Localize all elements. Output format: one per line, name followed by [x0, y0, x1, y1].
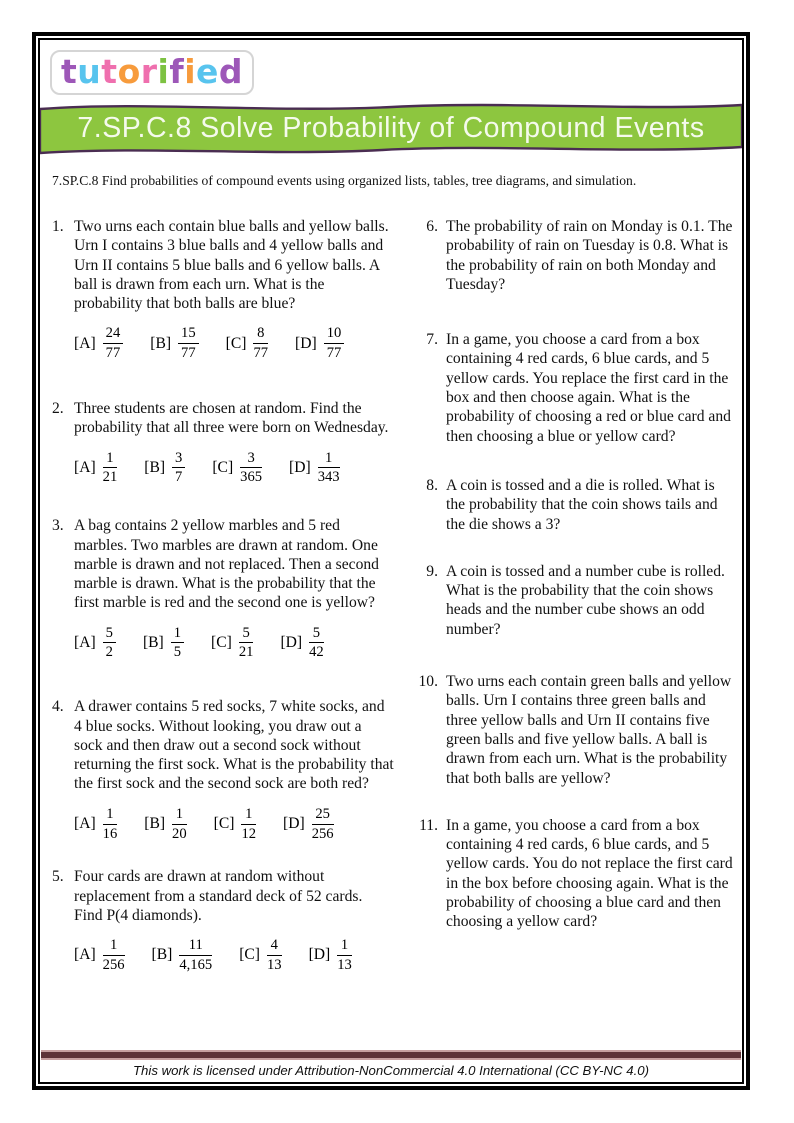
- choice-label: [D]: [283, 815, 305, 833]
- choice-fraction: [103, 325, 124, 362]
- question-2: [52, 399, 394, 486]
- question-4: [52, 697, 394, 842]
- question-text: A coin is tossed and a die is rolled. What is the probability that the coin shows tails and the die shows a 3?: [446, 476, 718, 533]
- fraction-numerator: 1: [103, 450, 118, 469]
- question-text: Three students are chosen at random. Find the probability that all three were born on Wednesday.: [74, 400, 389, 437]
- logo-row: [40, 40, 742, 95]
- choice-b: [150, 325, 198, 362]
- fraction-numerator: 4: [267, 937, 282, 956]
- fraction-numerator: 1: [103, 806, 118, 825]
- question-text: In a game, you choose a card from a box containing 4 red cards, 6 blue cards, and 5 yellow cards. You replace the first card in the box and then choose again. What is the probability of choosing a red or blue card and then choosing a blue or yellow card?: [446, 331, 731, 445]
- standard-description: 7.SP.C.8 Find probabilities of compound events using organized lists, tables, tree diagrams, and simulation.: [52, 173, 637, 188]
- fraction-numerator: 5: [239, 625, 254, 644]
- question-text: A coin is tossed and a number cube is rolled. What is the probability that the coin shows heads and the number cube shows an odd number?: [446, 562, 725, 638]
- fraction-denominator: 4,165: [179, 956, 213, 973]
- choice-fraction: [103, 625, 116, 662]
- question-1: [52, 217, 394, 362]
- choice-a: [74, 325, 123, 362]
- logo-letter: d: [218, 52, 244, 91]
- question-number: 9.: [426, 562, 438, 580]
- choice-label: [D]: [280, 633, 303, 651]
- answer-choices: [74, 625, 394, 662]
- logo-letter: i: [184, 52, 196, 91]
- choice-fraction: [337, 937, 352, 974]
- answer-choices: [74, 806, 394, 843]
- fraction-numerator: 1: [172, 806, 187, 825]
- fraction-denominator: 13: [337, 956, 352, 973]
- choice-label: [C]: [212, 458, 234, 476]
- question-5: [52, 867, 394, 973]
- fraction-numerator: 1: [318, 450, 340, 469]
- choice-fraction: [324, 325, 345, 362]
- question-text: A bag contains 2 yellow marbles and 5 red marbles. Two marbles are drawn at random. One marble is drawn and not replaced. Then a second marble is drawn. What is the probability that the first marble is red and the second one is yellow?: [74, 517, 379, 612]
- question-6: [408, 217, 736, 294]
- logo-letter: f: [169, 52, 185, 91]
- choice-label: [C]: [239, 946, 260, 964]
- question-number: 4.: [52, 698, 64, 716]
- fraction-numerator: 8: [253, 325, 268, 344]
- fraction-denominator: 42: [309, 644, 324, 661]
- fraction-denominator: 2: [105, 644, 113, 661]
- logo-letter: i: [157, 52, 170, 91]
- choice-fraction: [240, 450, 262, 487]
- choice-fraction: [178, 325, 199, 362]
- choice-label: [C]: [225, 334, 247, 352]
- question-3: [52, 516, 394, 661]
- question-8: [408, 476, 736, 534]
- question-number: 7.: [426, 331, 438, 349]
- choice-fraction: [103, 937, 125, 974]
- choice-fraction: [267, 937, 282, 974]
- question-number: 6.: [426, 218, 438, 235]
- choice-label: [A]: [74, 458, 96, 476]
- choice-c: [214, 806, 256, 843]
- question-text: Two urns each contain blue balls and yellow balls. Urn I contains 3 blue balls and 4 yellow balls and Urn II contains 5 blue balls and 6 yellow balls. A ball is drawn from each urn. What is the probability that both balls are blue?: [74, 218, 389, 313]
- choice-d: [280, 625, 323, 662]
- choice-a: [74, 450, 117, 487]
- choice-fraction: [103, 450, 118, 487]
- fraction-denominator: 77: [253, 345, 269, 362]
- page-border: [32, 32, 750, 1090]
- fraction-numerator: 1: [337, 937, 352, 956]
- fraction-denominator: 7: [175, 469, 183, 486]
- question-11: [408, 816, 736, 932]
- fraction-denominator: 365: [240, 469, 263, 486]
- fraction-numerator: 10: [324, 325, 345, 344]
- choice-label: [B]: [151, 946, 173, 964]
- choice-fraction: [172, 806, 187, 843]
- question-10: [408, 672, 736, 788]
- title-banner: [40, 97, 742, 161]
- question-number: 1.: [52, 218, 64, 235]
- page-inner-border: [38, 38, 744, 1084]
- fraction-denominator: 16: [102, 825, 118, 842]
- page-title: 7.SP.C.8 Solve Probability of Compound Events: [77, 111, 705, 144]
- page-footer: [40, 1050, 742, 1082]
- choice-label: [C]: [211, 633, 232, 651]
- choice-fraction: [103, 806, 118, 843]
- choice-fraction: [318, 450, 340, 487]
- logo-letter: r: [140, 52, 158, 91]
- question-text: In a game, you choose a card from a box containing 4 red cards, 6 blue cards, and 5 yellow cards. You do not replace the first card in the box before choosing again. What is the probability of choosing a blue card and then choosing a yellow card?: [446, 816, 733, 931]
- choice-c: [239, 937, 281, 974]
- question-number: 2.: [52, 400, 64, 418]
- choice-d: [283, 806, 334, 843]
- fraction-denominator: 21: [102, 469, 118, 486]
- logo-letter: t: [61, 52, 78, 91]
- question-text: Two urns each contain green balls and yellow balls. Urn I contains three green balls and three yellow balls and Urn II contains five green balls and five yellow balls. A ball is drawn from each urn. What is the probability that both balls are yellow?: [446, 673, 732, 787]
- fraction-denominator: 77: [105, 345, 121, 362]
- fraction-numerator: 3: [240, 450, 262, 469]
- choice-label: [D]: [289, 458, 311, 476]
- fraction-denominator: 77: [181, 345, 196, 362]
- answer-choices: [74, 450, 394, 487]
- choice-fraction: [312, 806, 334, 843]
- logo-letter: u: [77, 52, 102, 91]
- choice-fraction: [239, 625, 254, 662]
- fraction-numerator: 3: [172, 450, 185, 469]
- choice-d: [295, 325, 344, 362]
- choice-b: [143, 625, 184, 662]
- choice-label: [A]: [74, 334, 96, 352]
- logo-letter: o: [117, 52, 141, 91]
- fraction-numerator: 25: [312, 806, 334, 825]
- choice-label: [D]: [308, 946, 331, 964]
- choice-label: [B]: [144, 815, 166, 833]
- choice-fraction: [241, 806, 256, 843]
- right-column: [404, 217, 736, 974]
- choice-b: [144, 450, 185, 487]
- choice-b: [152, 937, 213, 974]
- fraction-denominator: 77: [326, 345, 342, 362]
- choice-fraction: [309, 625, 324, 662]
- tutorified-logo: [50, 50, 254, 95]
- choice-label: [A]: [74, 946, 96, 964]
- fraction-numerator: 1: [171, 625, 184, 644]
- question-number: 8.: [426, 476, 438, 494]
- choice-fraction: [253, 325, 268, 362]
- question-number: 5.: [52, 868, 64, 886]
- fraction-denominator: 13: [266, 956, 282, 973]
- choice-b: [144, 806, 186, 843]
- question-columns: [40, 189, 742, 974]
- fraction-numerator: 5: [103, 625, 116, 644]
- choice-d: [289, 450, 340, 487]
- left-column: [52, 217, 404, 974]
- fraction-denominator: 5: [173, 644, 182, 661]
- choice-label: [B]: [142, 633, 164, 651]
- choice-fraction: [171, 625, 184, 662]
- fraction-numerator: 1: [103, 937, 125, 956]
- fraction-denominator: 256: [311, 825, 334, 842]
- question-text: A drawer contains 5 red socks, 7 white socks, and 4 blue socks. Without looking, you draw out a sock and then draw out a second sock without returning the first sock. What is the probability that the first sock and the second sock are both red?: [74, 698, 394, 793]
- fraction-numerator: 5: [309, 625, 324, 644]
- choice-c: [211, 625, 253, 662]
- choice-fraction: [179, 937, 212, 974]
- question-9: [408, 562, 736, 639]
- fraction-denominator: 343: [317, 469, 340, 486]
- fraction-numerator: 1: [241, 806, 256, 825]
- fraction-denominator: 256: [102, 956, 125, 973]
- logo-letter: t: [101, 52, 118, 91]
- choice-c: [226, 325, 268, 362]
- answer-choices: [74, 937, 394, 974]
- question-number: 11.: [419, 816, 438, 834]
- question-text: Four cards are drawn at random without replacement from a standard deck of 52 cards. Find P(4 diamonds).: [74, 868, 363, 924]
- fraction-denominator: 20: [172, 825, 187, 842]
- choice-label: [A]: [74, 633, 96, 651]
- choice-label: [B]: [150, 334, 172, 352]
- fraction-numerator: 11: [179, 937, 212, 956]
- logo-letter: e: [196, 52, 219, 91]
- question-7: [408, 330, 736, 446]
- fraction-numerator: 24: [103, 325, 124, 344]
- fraction-numerator: 15: [178, 325, 199, 344]
- choice-fraction: [172, 450, 185, 487]
- choice-label: [B]: [144, 458, 166, 476]
- license-text: This work is licensed under Attribution-NonCommercial 4.0 International (CC BY-NC 4.0): [133, 1063, 649, 1078]
- fraction-denominator: 12: [241, 825, 257, 842]
- choice-a: [74, 806, 117, 843]
- choice-d: [309, 937, 352, 974]
- fraction-denominator: 21: [238, 644, 254, 661]
- question-number: 10.: [418, 673, 438, 691]
- answer-choices: [74, 325, 394, 362]
- choice-label: [D]: [295, 334, 317, 352]
- choice-a: [74, 937, 125, 974]
- question-number: 3.: [52, 517, 64, 535]
- footer-divider-bar: [41, 1050, 741, 1060]
- choice-a: [74, 625, 116, 662]
- choice-c: [212, 450, 262, 487]
- choice-label: [A]: [74, 815, 96, 833]
- question-text: The probability of rain on Monday is 0.1. The probability of rain on Tuesday is 0.8. What is the probability of rain on both Monday and Tuesday?: [446, 218, 733, 293]
- choice-label: [C]: [213, 815, 235, 833]
